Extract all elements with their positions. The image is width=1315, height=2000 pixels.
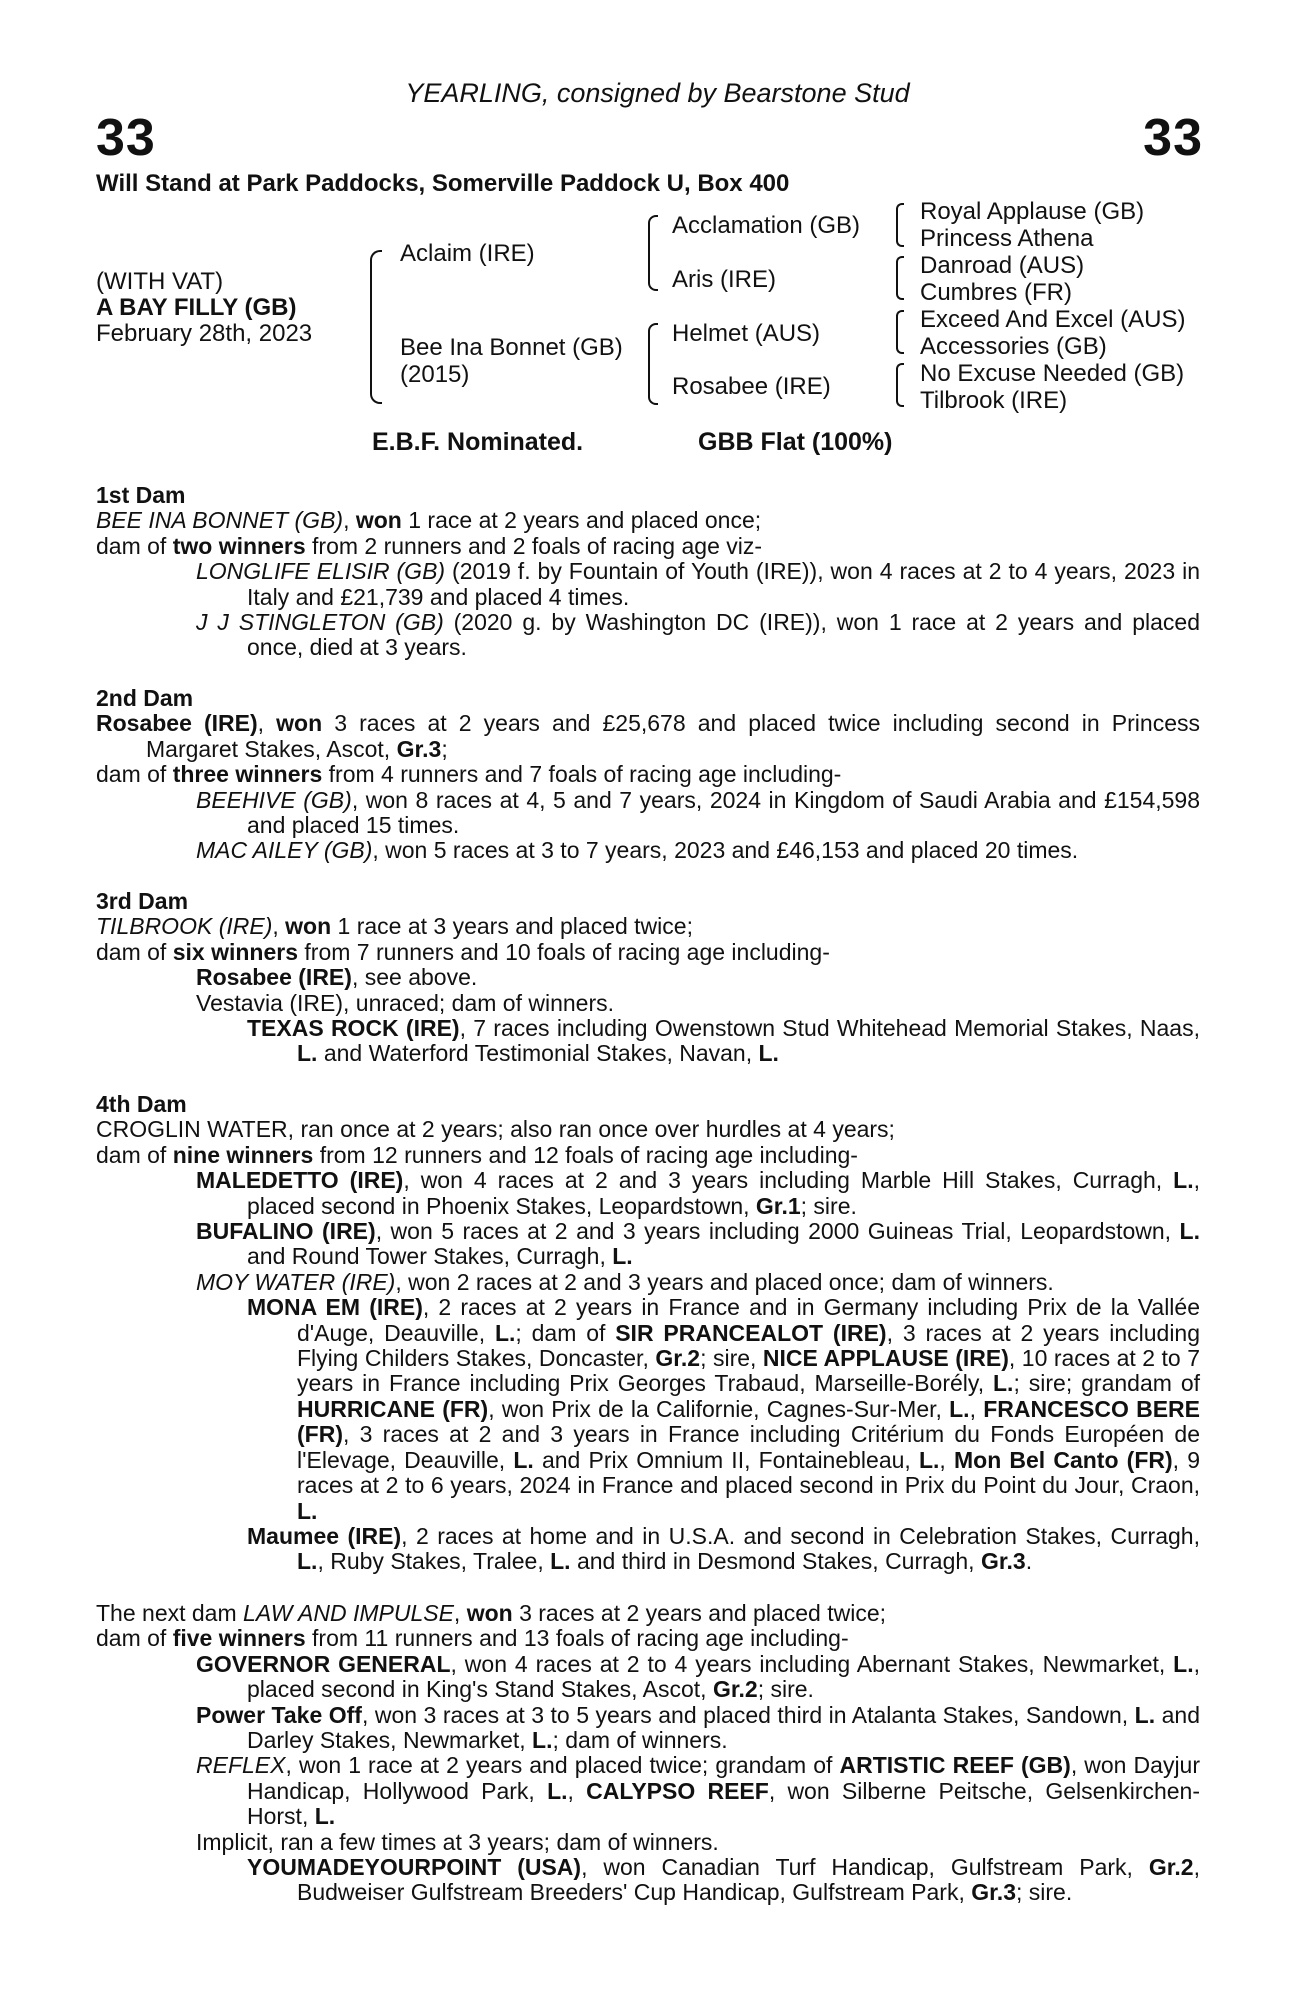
produce-record: , 7 races including Owenstown Stud Whitehead Memorial Stakes, Naas, bbox=[459, 1015, 1200, 1042]
grade-label: L. bbox=[297, 1548, 318, 1575]
grade-label: L. bbox=[1173, 1650, 1194, 1677]
produce-record: ; sire. bbox=[800, 1192, 857, 1219]
produce-name: Power Take Off bbox=[196, 1701, 362, 1728]
gen3-brace-2 bbox=[896, 256, 904, 300]
produce-entry: Vestavia (IRE), unraced; dam of winners. bbox=[196, 989, 615, 1016]
lot-number-left: 33 bbox=[96, 109, 156, 167]
next-dam-section bbox=[96, 1601, 1200, 1906]
winners-count: two winners bbox=[172, 532, 306, 559]
produce-record: , won 8 races at 4, 5 and 7 years, 2024 in Kingdom of Saudi Arabia and £154,598 and placed 15 times. bbox=[247, 786, 1200, 839]
produce-summary: from 12 runners and 12 foals of racing age including- bbox=[313, 1141, 858, 1168]
section-heading: 3rd Dam bbox=[96, 888, 189, 914]
grade-label: L. bbox=[314, 1803, 336, 1830]
produce-name: TEXAS ROCK (IRE) bbox=[247, 1015, 460, 1042]
dam-sire-sire: Exceed And Excel (AUS) bbox=[920, 306, 1186, 333]
grade-label: L. bbox=[297, 1497, 318, 1524]
grade-label: L. bbox=[550, 1548, 571, 1575]
grand-produce-entry bbox=[96, 1295, 1200, 1524]
produce-name: Maumee (IRE) bbox=[247, 1522, 402, 1549]
dam-of-label: dam of bbox=[96, 1141, 173, 1168]
produce-record: ; dam of winners. bbox=[552, 1727, 728, 1754]
produce-record: , won Canadian Turf Handicap, Gulfstream Park, bbox=[581, 1854, 1149, 1881]
punctuation: , bbox=[939, 1446, 954, 1473]
grade-label: L. bbox=[547, 1777, 568, 1804]
produce-entry bbox=[96, 559, 1200, 610]
dam-brace bbox=[648, 323, 658, 405]
produce-record: , won Silberne Peitsche, Gelsenkirchen-Horst, bbox=[247, 1777, 1201, 1830]
produce-name: MONA EM (IRE) bbox=[247, 1294, 423, 1321]
produce-record: , 2 races at 2 years in France and in Germany including Prix de la Vallée d'Auge, Deauville, bbox=[297, 1294, 1200, 1346]
sire-sire: Acclamation (GB) bbox=[672, 212, 861, 239]
produce-name: MALEDETTO (IRE) bbox=[196, 1167, 404, 1194]
produce-entry bbox=[96, 1270, 1200, 1295]
produce-record: ; dam of bbox=[515, 1319, 616, 1346]
pedigree-brace bbox=[370, 250, 382, 404]
sire-dam-sire: Danroad (AUS) bbox=[920, 252, 1085, 279]
grade-label: L. bbox=[532, 1727, 553, 1754]
gen3-brace-4 bbox=[896, 363, 904, 407]
second-dam-section: 2nd Dam Rosabee (IRE), won 3 races at 2 years and £25,678 and placed twice including second in Princess Margaret Stakes, Ascot, Gr.3; dam of three winners from 4 runners and 7 foals of racing age including- BEEHIVE (GB), won 8 races at 4, 5 and 7 years, 2024 in Kingdom of Saudi Arabia and £154,598 and placed 15 times. MAC AILEY (GB), won 5 races at 3 to 7 years, 2023 and £46,153 and placed 20 times. bbox=[96, 685, 1200, 864]
produce-record: , won Prix de la Californie, Cagnes-Sur-Mer, bbox=[488, 1395, 950, 1422]
produce-record: , placed second in King's Stand Stakes, Ascot, bbox=[247, 1650, 1201, 1703]
dam-of-label: dam of bbox=[96, 1625, 173, 1652]
sire-sire-dam: Princess Athena bbox=[920, 225, 1094, 252]
gbb-nomination: GBB Flat (100%) bbox=[698, 428, 893, 456]
produce-entry bbox=[96, 610, 1200, 661]
grade-label: L. bbox=[513, 1446, 534, 1473]
dam-of-label: dam of bbox=[96, 938, 173, 965]
grade-label: L. bbox=[1134, 1701, 1156, 1728]
dam-summary: 3 races at 2 years and placed twice; bbox=[512, 1600, 887, 1626]
grade-label: Gr.2 bbox=[712, 1676, 758, 1703]
produce-entry: Implicit, ran a few times at 3 years; dam of winners. bbox=[196, 1828, 719, 1855]
grade-label: L. bbox=[918, 1446, 940, 1473]
grade-label: L. bbox=[758, 1040, 779, 1067]
dam: Bee Ina Bonnet (GB) bbox=[400, 334, 623, 361]
produce-record: and Prix Omnium II, Fontainebleau, bbox=[533, 1446, 919, 1473]
produce-entry bbox=[96, 965, 1200, 990]
punctuation: , bbox=[453, 1600, 467, 1626]
grand-produce-entry bbox=[96, 1016, 1200, 1067]
dam-summary: 3 races at 2 years and £25,678 and placed twice including second in Princess Margaret Stakes, Ascot, bbox=[146, 710, 1200, 762]
produce-record: and Round Tower Stakes, Curragh, bbox=[247, 1243, 613, 1270]
won-label: won bbox=[285, 913, 332, 940]
produce-summary: from 7 runners and 10 foals of racing age including- bbox=[298, 938, 830, 965]
produce-record: (2019 f. by Fountain of Youth (IRE)), won 4 races at 2 to 4 years, 2023 in Italy and £21,739 and placed 4 times. bbox=[247, 558, 1200, 610]
produce-entry bbox=[96, 1703, 1200, 1754]
produce-record: , won 5 races at 3 to 7 years, 2023 and £46,153 and placed 20 times. bbox=[372, 837, 1079, 864]
section-heading: 1st Dam bbox=[96, 482, 186, 508]
grand-produce-entry bbox=[96, 1524, 1200, 1575]
produce-summary: from 4 runners and 7 foals of racing age including- bbox=[322, 761, 842, 788]
grade-label: L. bbox=[297, 1040, 318, 1067]
produce-entry bbox=[96, 1753, 1200, 1829]
grade-label: L. bbox=[494, 1319, 516, 1346]
grade-label: L. bbox=[949, 1395, 970, 1422]
sire: Aclaim (IRE) bbox=[400, 240, 535, 267]
section-heading: 4th Dam bbox=[96, 1091, 187, 1117]
produce-entry bbox=[96, 838, 1200, 863]
produce-entry bbox=[96, 1219, 1200, 1270]
produce-record: ; sire; grandam of bbox=[1013, 1370, 1200, 1397]
produce-name: Mon Bel Canto (FR) bbox=[953, 1446, 1173, 1473]
lot-number-right: 33 bbox=[1143, 109, 1203, 167]
produce-record: , Ruby Stakes, Tralee, bbox=[317, 1548, 551, 1575]
produce-record: , won 1 race at 2 years and placed twice; grandam of bbox=[285, 1752, 840, 1779]
produce-record: , placed second in Phoenix Stakes, Leopardstown, bbox=[247, 1167, 1201, 1219]
punctuation: , bbox=[567, 1777, 587, 1804]
stand-location: Will Stand at Park Paddocks, Somerville Paddock U, Box 400 bbox=[96, 170, 790, 197]
dam-name: Rosabee (IRE) bbox=[96, 710, 258, 737]
produce-name: Rosabee (IRE) bbox=[196, 964, 352, 991]
grade-label: Gr.3 bbox=[971, 1879, 1016, 1906]
won-label: won bbox=[355, 507, 402, 534]
produce-name: YOUMADEYOURPOINT (USA) bbox=[247, 1854, 582, 1881]
produce-name: CALYPSO REEF bbox=[586, 1777, 769, 1804]
produce-name: BUFALINO (IRE) bbox=[196, 1218, 376, 1245]
foaling-date: February 28th, 2023 bbox=[96, 320, 313, 347]
gen3-brace-1 bbox=[896, 203, 904, 247]
grade-label: Gr.2 bbox=[1148, 1854, 1194, 1881]
produce-summary: from 2 runners and 2 foals of racing age viz- bbox=[305, 532, 763, 559]
winners-count: nine winners bbox=[172, 1141, 314, 1168]
punctuation: . bbox=[1025, 1548, 1033, 1575]
produce-record: , won 5 races at 2 and 3 years including 2000 Guineas Trial, Leopardstown, bbox=[375, 1218, 1180, 1245]
next-dam-label: The next dam bbox=[96, 1600, 244, 1626]
produce-record: and Darley Stakes, Newmarket, bbox=[247, 1701, 1200, 1754]
produce-entry bbox=[96, 788, 1200, 839]
dam-dam-dam: Tilbrook (IRE) bbox=[920, 387, 1068, 414]
vat-note: (WITH VAT) bbox=[96, 268, 224, 295]
produce-name: REFLEX bbox=[196, 1752, 286, 1779]
produce-record: , 9 races at 2 to 6 years, 2024 in France and placed second in Prix du Point du Jour, Craon, bbox=[297, 1446, 1200, 1499]
produce-record: , see above. bbox=[351, 964, 478, 991]
dam-dam-sire: No Excuse Needed (GB) bbox=[920, 360, 1185, 387]
produce-name: BEEHIVE (GB) bbox=[196, 786, 352, 813]
produce-record: ; sire, bbox=[700, 1345, 763, 1372]
horse-name: A BAY FILLY (GB) bbox=[96, 294, 297, 321]
grand-produce-entry bbox=[96, 1855, 1200, 1906]
first-dam-section: 1st Dam BEE INA BONNET (GB), won 1 race at 2 years and placed once; dam of two winners from 2 runners and 2 foals of racing age viz- LONGLIFE ELISIR (GB) (2019 f. by Fountain of Youth (IRE)), won 4 races at 2 to 4 years, 2023 in Italy and £21,739 and placed 4 times. J J STINGLETON (GB) (2020 g. by Washington DC (IRE)), won 1 race at 2 years and placed once, died at 3 years. bbox=[96, 482, 1200, 661]
grade-label: Gr.1 bbox=[755, 1192, 801, 1219]
produce-name: MAC AILEY (GB) bbox=[196, 837, 373, 864]
produce-record: , won 4 races at 2 to 4 years including Abernant Stakes, Newmarket, bbox=[450, 1650, 1174, 1677]
produce-record: (2020 g. by Washington DC (IRE)), won 1 race at 2 years and placed once, died at 3 years. bbox=[247, 609, 1200, 661]
produce-record: ; sire. bbox=[757, 1676, 814, 1703]
produce-entry bbox=[96, 1168, 1200, 1219]
fourth-dam-section bbox=[96, 1092, 1200, 1575]
section-heading: 2nd Dam bbox=[96, 685, 194, 711]
dam-sire: Helmet (AUS) bbox=[672, 320, 821, 347]
produce-record: , 3 races at 2 years including Flying Childers Stakes, Doncaster, bbox=[297, 1319, 1201, 1372]
produce-name: HURRICANE (FR) bbox=[297, 1395, 489, 1422]
produce-record: , 3 races at 2 and 3 years in France including Critérium du Fonds Européen de l'Elevage, Deauville, bbox=[297, 1421, 1200, 1473]
produce-entry bbox=[96, 1652, 1200, 1703]
sire-brace bbox=[648, 215, 658, 291]
punctuation: ; bbox=[441, 735, 448, 762]
winners-count: three winners bbox=[172, 761, 323, 788]
produce-record: , won 4 races at 2 and 3 years including Marble Hill Stakes, Curragh, bbox=[403, 1167, 1174, 1194]
won-label: won bbox=[466, 1600, 513, 1626]
grade-label: L. bbox=[612, 1243, 633, 1270]
produce-name: MOY WATER (IRE) bbox=[196, 1268, 396, 1295]
grade-label: Gr.3 bbox=[980, 1548, 1026, 1575]
dam-summary: 1 race at 3 years and placed twice; bbox=[331, 913, 693, 940]
grade-label: Gr.2 bbox=[655, 1345, 701, 1372]
produce-record: , 10 races at 2 to 7 years in France including Prix Georges Trabaud, Marseille-Borély, bbox=[297, 1345, 1200, 1397]
produce-record: , Budweiser Gulfstream Breeders' Cup Handicap, Gulfstream Park, bbox=[297, 1854, 1200, 1906]
produce-record: and third in Desmond Stakes, Curragh, bbox=[570, 1548, 981, 1575]
produce-summary: from 11 runners and 13 foals of racing age including- bbox=[305, 1625, 849, 1652]
produce-name: ARTISTIC REEF (GB) bbox=[839, 1752, 1071, 1779]
produce-name: NICE APPLAUSE (IRE) bbox=[762, 1345, 1009, 1372]
produce-record: , won 3 races at 3 to 5 years and placed third in Atalanta Stakes, Sandown, bbox=[361, 1701, 1135, 1728]
ebf-nomination: E.B.F. Nominated. bbox=[372, 428, 584, 456]
sire-dam: Aris (IRE) bbox=[672, 266, 776, 293]
winners-count: six winners bbox=[172, 938, 298, 965]
dam-name: LAW AND IMPULSE bbox=[243, 1600, 454, 1626]
dam-year: (2015) bbox=[400, 361, 470, 388]
dam-summary: CROGLIN WATER, ran once at 2 years; also ran once over hurdles at 4 years; bbox=[96, 1116, 895, 1143]
produce-name: GOVERNOR GENERAL bbox=[196, 1650, 451, 1677]
grade-label: L. bbox=[1173, 1167, 1194, 1194]
gen3-brace-3 bbox=[896, 310, 904, 354]
produce-name: LONGLIFE ELISIR (GB) bbox=[196, 558, 446, 585]
produce-name: J J STINGLETON (GB) bbox=[196, 609, 444, 636]
winners-count: five winners bbox=[172, 1625, 306, 1652]
consignor-line: YEARLING, consigned by Bearstone Stud bbox=[405, 78, 910, 108]
sire-sire-sire: Royal Applause (GB) bbox=[920, 198, 1145, 225]
dam-of-label: dam of bbox=[96, 532, 173, 559]
produce-name: FRANCESCO BERE (FR) bbox=[297, 1395, 1200, 1448]
produce-record: , 2 races at home and in U.S.A. and second in Celebration Stakes, Curragh, bbox=[401, 1522, 1200, 1549]
dam-dam: Rosabee (IRE) bbox=[672, 373, 831, 400]
grade-label: Gr.3 bbox=[396, 735, 442, 762]
dam-sire-dam: Accessories (GB) bbox=[920, 333, 1107, 360]
grade-label: L. bbox=[1179, 1218, 1200, 1245]
sire-dam-dam: Cumbres (FR) bbox=[920, 279, 1073, 306]
produce-record: , won Dayjur Handicap, Hollywood Park, bbox=[247, 1752, 1200, 1804]
produce-record: and Waterford Testimonial Stakes, Navan, bbox=[317, 1040, 759, 1067]
punctuation: , bbox=[969, 1395, 984, 1422]
grade-label: L. bbox=[993, 1370, 1014, 1397]
produce-record: , won 2 races at 2 and 3 years and placed once; dam of winners. bbox=[395, 1268, 1054, 1295]
produce-name: SIR PRANCEALOT (IRE) bbox=[615, 1319, 887, 1346]
third-dam-section: 3rd Dam TILBROOK (IRE), won 1 race at 3 years and placed twice; dam of six winners from 7 runners and 10 foals of racing age including- Rosabee (IRE), see above. Vestavia (IRE), unraced; dam of winners. TEXAS ROCK (IRE), 7 races including Owenstown Stud Whitehead Memorial Stakes, Naas, L. and Waterford Testimonial Stakes, Navan, L. bbox=[96, 888, 1200, 1067]
dam-summary: 1 race at 2 years and placed once; bbox=[401, 507, 762, 534]
dam-of-label: dam of bbox=[96, 761, 173, 788]
dam-name: TILBROOK (IRE) bbox=[96, 913, 273, 940]
won-label: won bbox=[276, 710, 323, 737]
dam-name: BEE INA BONNET (GB) bbox=[96, 507, 344, 534]
produce-record: ; sire. bbox=[1016, 1879, 1073, 1906]
